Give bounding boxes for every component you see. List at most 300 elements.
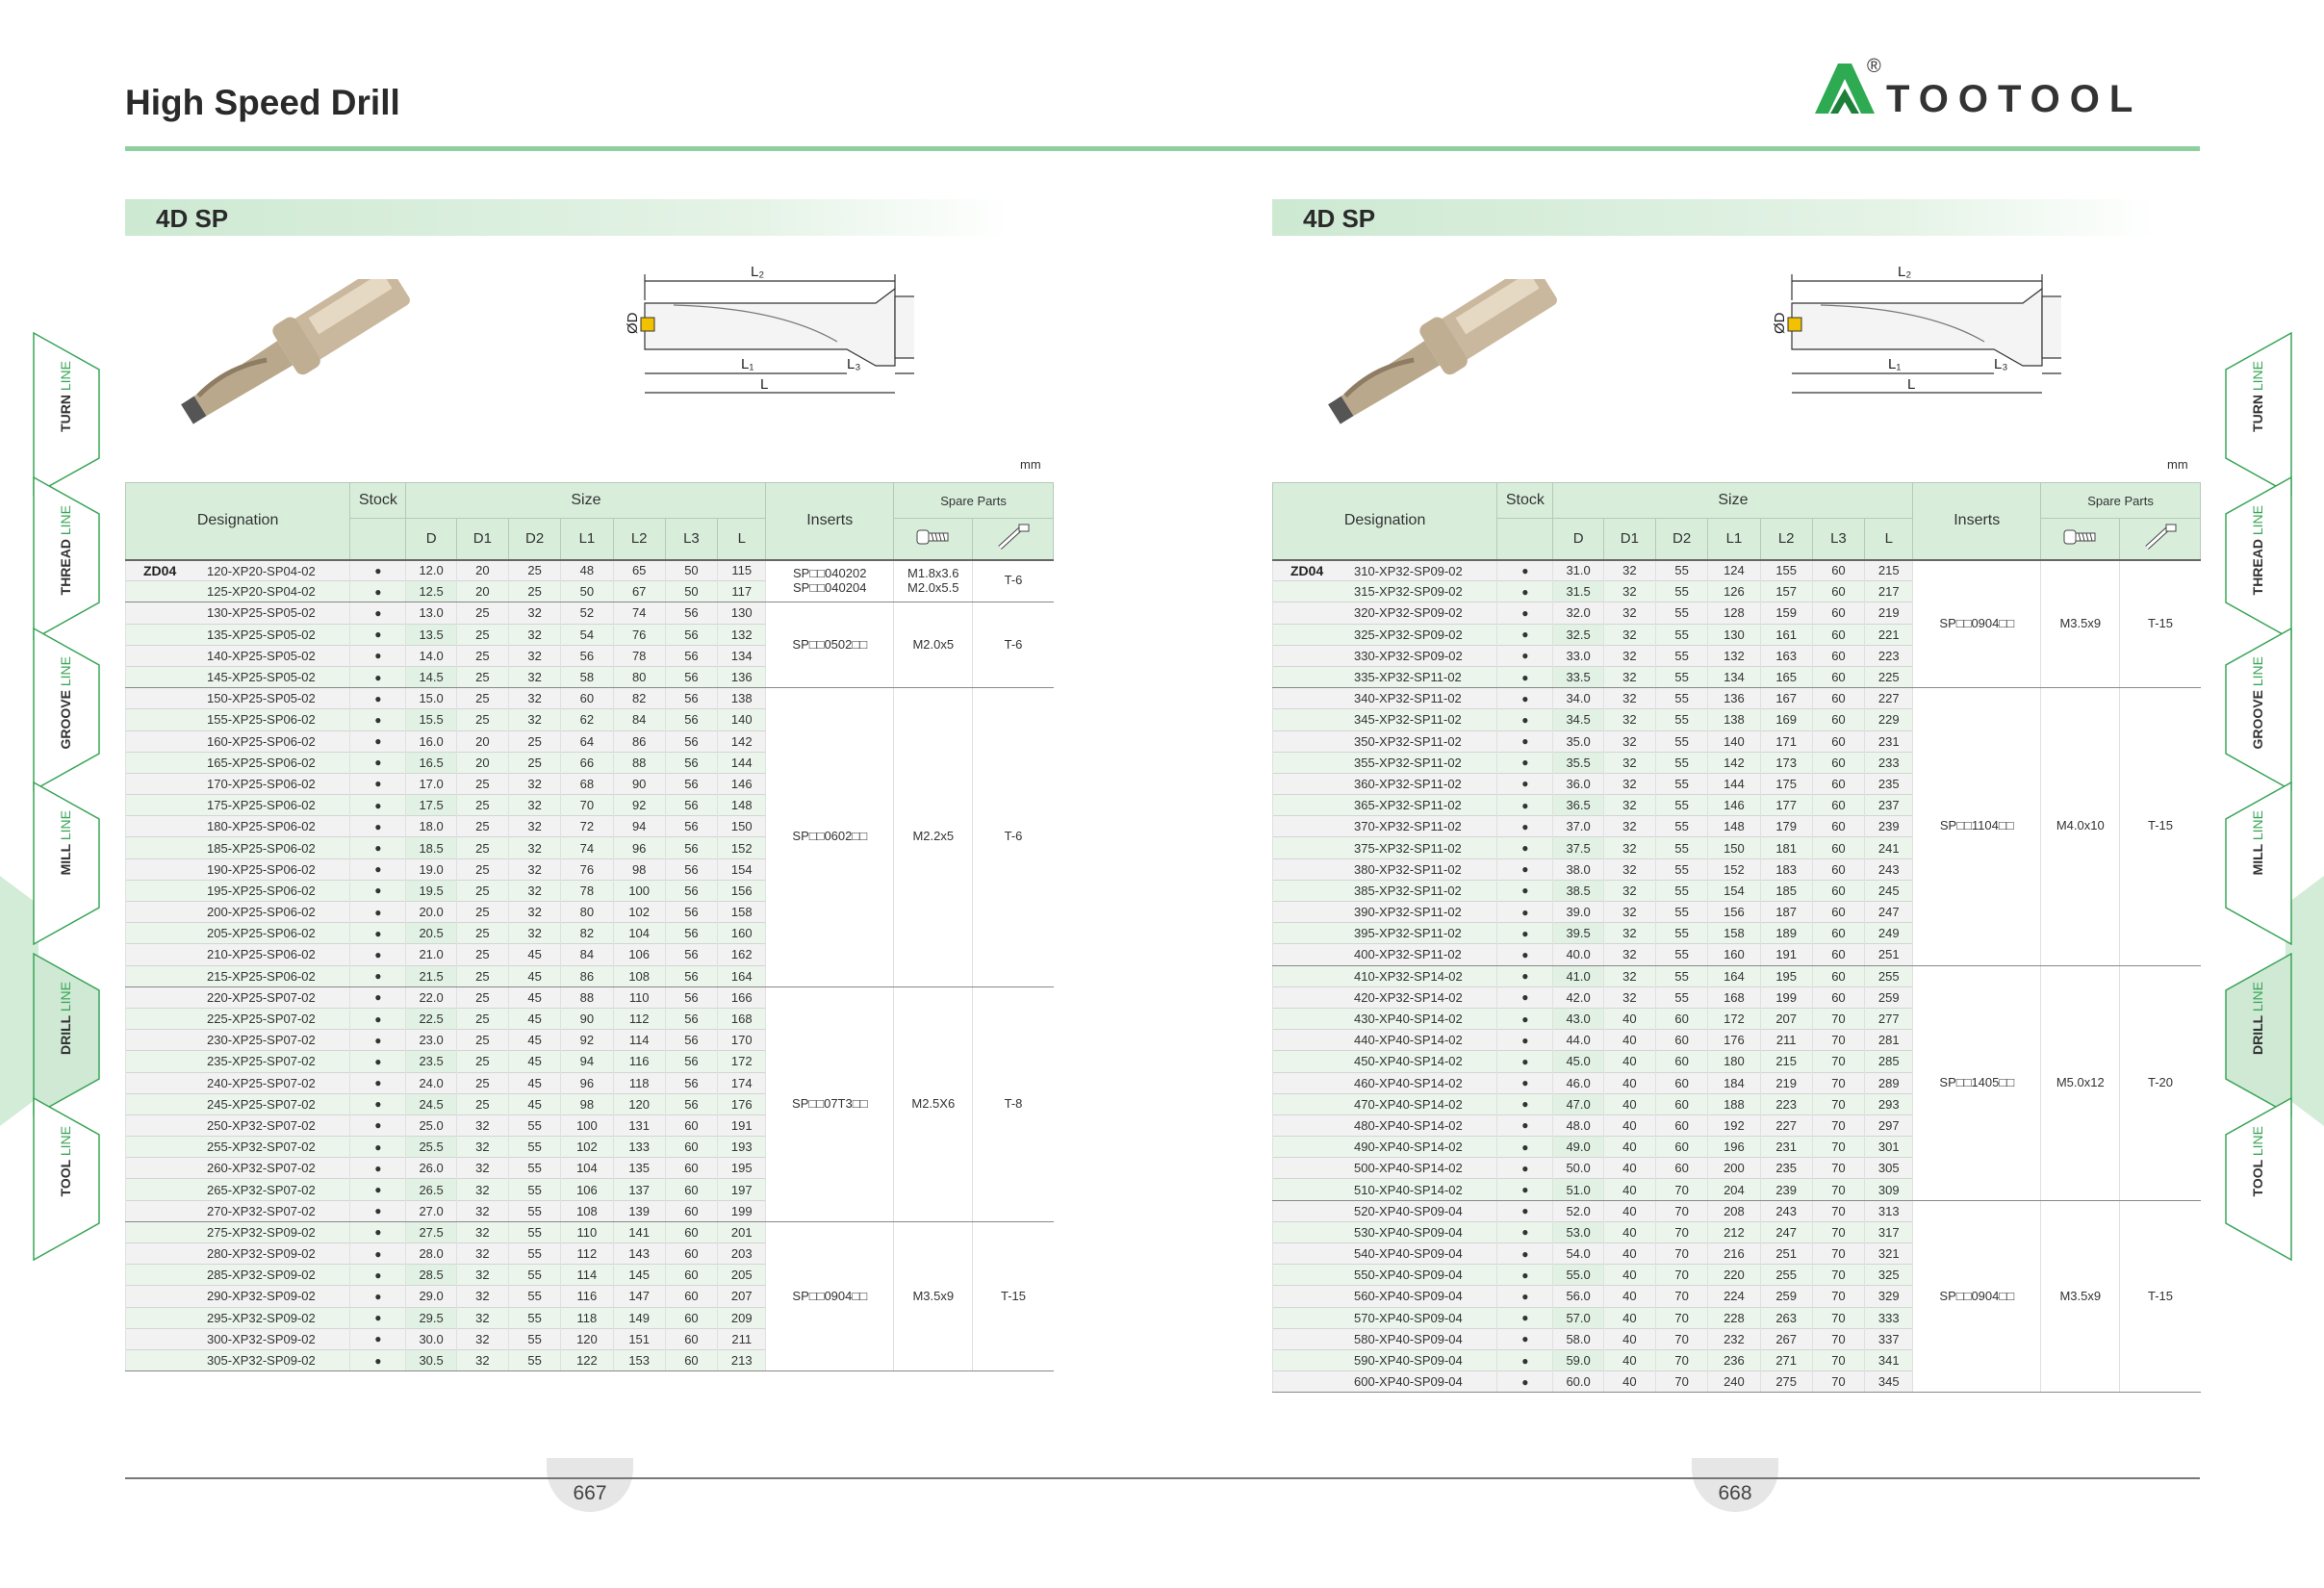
size-cell: 55 bbox=[509, 1114, 561, 1136]
size-cell: 179 bbox=[1760, 816, 1812, 837]
size-cell: 60 bbox=[1812, 688, 1864, 709]
stock-indicator: ● bbox=[350, 1030, 406, 1051]
size-cell: 195 bbox=[1760, 965, 1812, 986]
size-cell: 192 bbox=[1708, 1114, 1760, 1136]
size-cell: 13.5 bbox=[406, 624, 456, 645]
size-cell: 56.0 bbox=[1553, 1286, 1603, 1307]
size-cell: 78 bbox=[561, 880, 613, 901]
svg-text:L₁: L₁ bbox=[741, 356, 754, 372]
designation-cell bbox=[126, 730, 350, 752]
size-cell: 136 bbox=[718, 666, 766, 687]
size-cell: 56 bbox=[665, 1072, 717, 1093]
table-row bbox=[1273, 688, 2201, 709]
size-cell: 112 bbox=[561, 1243, 613, 1265]
designation-cell bbox=[126, 965, 350, 986]
size-cell: 165 bbox=[1760, 666, 1812, 687]
size-cell: 130 bbox=[1708, 624, 1760, 645]
col-D2: D2 bbox=[1656, 519, 1708, 560]
designation-text: 270-XP32-SP07-02 bbox=[207, 1203, 316, 1218]
size-cell: 155 bbox=[1760, 560, 1812, 581]
designation-cell bbox=[1273, 1307, 1497, 1328]
size-cell: 59.0 bbox=[1553, 1349, 1603, 1370]
screw-cell: M2.2x5 bbox=[894, 688, 973, 987]
size-cell: 60 bbox=[665, 1328, 717, 1349]
size-cell: 94 bbox=[613, 816, 665, 837]
size-cell: 55 bbox=[509, 1221, 561, 1242]
svg-text:L₂: L₂ bbox=[751, 264, 765, 280]
size-cell: 188 bbox=[1708, 1093, 1760, 1114]
size-cell: 70 bbox=[1812, 1179, 1864, 1200]
size-cell: 38.5 bbox=[1553, 880, 1603, 901]
size-cell: 197 bbox=[718, 1179, 766, 1200]
size-cell: 55 bbox=[1656, 944, 1708, 965]
designation-cell bbox=[1273, 1328, 1497, 1349]
size-cell: 32 bbox=[456, 1328, 508, 1349]
stock-indicator: ● bbox=[1497, 902, 1553, 923]
designation-cell bbox=[126, 1328, 350, 1349]
designation-cell bbox=[1273, 965, 1497, 986]
size-cell: 60 bbox=[1812, 752, 1864, 773]
stock-indicator: ● bbox=[1497, 1265, 1553, 1286]
size-cell: 46.0 bbox=[1553, 1072, 1603, 1093]
size-cell: 88 bbox=[561, 986, 613, 1008]
designation-cell bbox=[1273, 923, 1497, 944]
size-cell: 40 bbox=[1603, 1286, 1655, 1307]
size-cell: 247 bbox=[1865, 902, 1913, 923]
size-cell: 152 bbox=[718, 837, 766, 858]
size-cell: 134 bbox=[718, 645, 766, 666]
size-cell: 55 bbox=[509, 1158, 561, 1179]
col-inserts: Inserts bbox=[1913, 483, 2041, 560]
size-cell: 18.0 bbox=[406, 816, 456, 837]
size-cell: 56 bbox=[665, 1093, 717, 1114]
size-cell: 55 bbox=[1656, 986, 1708, 1008]
size-cell: 70 bbox=[1812, 1158, 1864, 1179]
size-cell: 195 bbox=[718, 1158, 766, 1179]
size-cell: 32 bbox=[456, 1179, 508, 1200]
size-cell: 70 bbox=[1656, 1221, 1708, 1242]
size-cell: 25.0 bbox=[406, 1114, 456, 1136]
designation-cell bbox=[126, 880, 350, 901]
designation-cell bbox=[126, 1265, 350, 1286]
size-cell: 102 bbox=[613, 902, 665, 923]
designation-cell bbox=[126, 645, 350, 666]
side-tab-drill bbox=[2225, 953, 2292, 1116]
size-cell: 32 bbox=[1603, 602, 1655, 624]
size-cell: 31.5 bbox=[1553, 581, 1603, 602]
col-L1: L1 bbox=[561, 519, 613, 560]
stock-indicator: ● bbox=[1497, 1243, 1553, 1265]
size-cell: 301 bbox=[1865, 1137, 1913, 1158]
designation-text: 245-XP25-SP07-02 bbox=[207, 1096, 316, 1112]
size-cell: 55 bbox=[509, 1265, 561, 1286]
size-cell: 84 bbox=[561, 944, 613, 965]
designation-cell bbox=[1273, 1137, 1497, 1158]
size-cell: 243 bbox=[1760, 1200, 1812, 1221]
insert-cell: SP□□0904□□ bbox=[1913, 560, 2041, 688]
screw-icon bbox=[894, 519, 973, 560]
size-cell: 216 bbox=[1708, 1243, 1760, 1265]
size-cell: 60.0 bbox=[1553, 1371, 1603, 1393]
size-cell: 208 bbox=[1708, 1200, 1760, 1221]
size-cell: 40 bbox=[1603, 1008, 1655, 1029]
designation-text: 150-XP25-SP05-02 bbox=[207, 691, 316, 706]
side-tab-label: TOOL LINE bbox=[58, 1126, 73, 1197]
size-cell: 12.5 bbox=[406, 581, 456, 602]
stock-indicator: ● bbox=[1497, 752, 1553, 773]
insert-cell: SP□□1405□□ bbox=[1913, 965, 2041, 1200]
size-cell: 174 bbox=[718, 1072, 766, 1093]
size-cell: 147 bbox=[613, 1286, 665, 1307]
size-cell: 224 bbox=[1708, 1286, 1760, 1307]
size-cell: 13.0 bbox=[406, 602, 456, 624]
size-cell: 32 bbox=[456, 1114, 508, 1136]
designation-cell bbox=[126, 795, 350, 816]
table-row bbox=[1273, 965, 2201, 986]
size-cell: 32 bbox=[509, 773, 561, 794]
size-cell: 138 bbox=[1708, 709, 1760, 730]
designation-cell bbox=[126, 773, 350, 794]
size-cell: 56 bbox=[665, 666, 717, 687]
size-cell: 55 bbox=[1656, 602, 1708, 624]
size-cell: 32 bbox=[456, 1200, 508, 1221]
designation-text: 175-XP25-SP06-02 bbox=[207, 798, 316, 813]
size-cell: 133 bbox=[613, 1137, 665, 1158]
size-cell: 211 bbox=[1760, 1030, 1812, 1051]
size-cell: 92 bbox=[561, 1030, 613, 1051]
size-cell: 86 bbox=[561, 965, 613, 986]
size-cell: 259 bbox=[1760, 1286, 1812, 1307]
col-inserts: Inserts bbox=[766, 483, 894, 560]
size-cell: 36.5 bbox=[1553, 795, 1603, 816]
size-cell: 14.0 bbox=[406, 645, 456, 666]
key-cell: T-15 bbox=[2120, 1200, 2201, 1393]
key-cell: T-15 bbox=[2120, 688, 2201, 965]
size-cell: 32 bbox=[1603, 624, 1655, 645]
size-cell: 55 bbox=[509, 1179, 561, 1200]
side-tab-label: MILL LINE bbox=[2250, 810, 2265, 876]
insert-cell: SP□□07T3□□ bbox=[766, 986, 894, 1221]
size-cell: 38.0 bbox=[1553, 858, 1603, 880]
size-cell: 160 bbox=[1708, 944, 1760, 965]
size-cell: 25 bbox=[456, 986, 508, 1008]
size-cell: 160 bbox=[718, 923, 766, 944]
size-cell: 32 bbox=[456, 1286, 508, 1307]
size-cell: 175 bbox=[1760, 773, 1812, 794]
size-cell: 48 bbox=[561, 560, 613, 581]
designation-text: 180-XP25-SP06-02 bbox=[207, 819, 316, 834]
size-cell: 203 bbox=[718, 1243, 766, 1265]
side-tab-label: THREAD LINE bbox=[2250, 505, 2265, 596]
side-tab-mill bbox=[2225, 781, 2292, 945]
designation-text: 160-XP25-SP06-02 bbox=[207, 733, 316, 749]
side-tab-mill bbox=[33, 781, 100, 945]
stock-indicator: ● bbox=[1497, 880, 1553, 901]
size-cell: 37.0 bbox=[1553, 816, 1603, 837]
size-cell: 126 bbox=[1708, 581, 1760, 602]
designation-cell bbox=[1273, 858, 1497, 880]
size-cell: 25 bbox=[456, 965, 508, 986]
size-cell: 143 bbox=[613, 1243, 665, 1265]
designation-text: 320-XP32-SP09-02 bbox=[1354, 605, 1463, 621]
size-cell: 20 bbox=[456, 752, 508, 773]
size-cell: 259 bbox=[1865, 986, 1913, 1008]
size-cell: 56 bbox=[665, 1051, 717, 1072]
size-cell: 25 bbox=[456, 688, 508, 709]
size-cell: 39.0 bbox=[1553, 902, 1603, 923]
size-cell: 96 bbox=[613, 837, 665, 858]
size-cell: 52.0 bbox=[1553, 1200, 1603, 1221]
size-cell: 84 bbox=[613, 709, 665, 730]
designation-cell bbox=[126, 752, 350, 773]
spec-table-right bbox=[1272, 482, 2201, 1393]
designation-text: 410-XP32-SP14-02 bbox=[1354, 968, 1463, 984]
size-cell: 142 bbox=[1708, 752, 1760, 773]
designation-text: 140-XP25-SP05-02 bbox=[207, 648, 316, 663]
size-cell: 135 bbox=[613, 1158, 665, 1179]
size-cell: 217 bbox=[1865, 581, 1913, 602]
table-row bbox=[126, 560, 1054, 581]
size-cell: 32 bbox=[1603, 986, 1655, 1008]
designation-cell bbox=[1273, 688, 1497, 709]
col-stock: Stock bbox=[1497, 483, 1553, 519]
size-cell: 60 bbox=[1812, 965, 1864, 986]
designation-cell bbox=[1273, 986, 1497, 1008]
size-cell: 55 bbox=[1656, 666, 1708, 687]
stock-indicator: ● bbox=[350, 1286, 406, 1307]
size-cell: 55 bbox=[509, 1286, 561, 1307]
size-cell: 70 bbox=[1656, 1371, 1708, 1393]
insert-cell: SP□□1104□□ bbox=[1913, 688, 2041, 965]
size-cell: 163 bbox=[1760, 645, 1812, 666]
designation-cell bbox=[126, 1179, 350, 1200]
designation-text: 125-XP20-SP04-02 bbox=[207, 584, 316, 600]
size-cell: 70 bbox=[1656, 1286, 1708, 1307]
designation-cell bbox=[1273, 1349, 1497, 1370]
side-tab-label: DRILL LINE bbox=[58, 982, 73, 1055]
size-cell: 102 bbox=[561, 1137, 613, 1158]
size-cell: 297 bbox=[1865, 1114, 1913, 1136]
insert-cell: SP□□0904□□ bbox=[1913, 1200, 2041, 1393]
size-cell: 60 bbox=[1656, 1158, 1708, 1179]
size-cell: 56 bbox=[665, 880, 717, 901]
designation-cell bbox=[1273, 902, 1497, 923]
side-tab-tool bbox=[33, 1097, 100, 1261]
size-cell: 136 bbox=[1708, 688, 1760, 709]
size-cell: 56 bbox=[665, 837, 717, 858]
col-size: Size bbox=[1553, 483, 1913, 519]
size-cell: 168 bbox=[1708, 986, 1760, 1008]
size-cell: 207 bbox=[718, 1286, 766, 1307]
size-cell: 60 bbox=[665, 1265, 717, 1286]
designation-cell bbox=[1273, 1221, 1497, 1242]
size-cell: 219 bbox=[1865, 602, 1913, 624]
svg-text:L₃: L₃ bbox=[847, 356, 861, 372]
designation-cell bbox=[126, 1158, 350, 1179]
size-cell: 44.0 bbox=[1553, 1030, 1603, 1051]
size-cell: 199 bbox=[718, 1200, 766, 1221]
size-cell: 56 bbox=[665, 1030, 717, 1051]
size-cell: 82 bbox=[561, 923, 613, 944]
designation-cell bbox=[126, 858, 350, 880]
size-cell: 25 bbox=[456, 709, 508, 730]
size-cell: 156 bbox=[1708, 902, 1760, 923]
designation-cell bbox=[1273, 1008, 1497, 1029]
size-cell: 263 bbox=[1760, 1307, 1812, 1328]
size-cell: 76 bbox=[613, 624, 665, 645]
size-cell: 60 bbox=[665, 1158, 717, 1179]
size-cell: 40 bbox=[1603, 1200, 1655, 1221]
screw-cell: M4.0x10 bbox=[2041, 688, 2120, 965]
key-cell: T-6 bbox=[973, 602, 1054, 688]
stock-indicator: ● bbox=[1497, 688, 1553, 709]
size-cell: 86 bbox=[613, 730, 665, 752]
size-cell: 64 bbox=[561, 730, 613, 752]
size-cell: 25 bbox=[456, 837, 508, 858]
size-cell: 32 bbox=[509, 602, 561, 624]
size-cell: 30.5 bbox=[406, 1349, 456, 1370]
designation-text: 580-XP40-SP09-04 bbox=[1354, 1331, 1463, 1346]
size-cell: 72 bbox=[561, 816, 613, 837]
size-cell: 32 bbox=[509, 902, 561, 923]
stock-indicator: ● bbox=[1497, 602, 1553, 624]
size-cell: 137 bbox=[613, 1179, 665, 1200]
size-cell: 245 bbox=[1865, 880, 1913, 901]
drill-photo-right bbox=[1311, 279, 1580, 433]
size-cell: 55 bbox=[509, 1328, 561, 1349]
size-cell: 32 bbox=[456, 1265, 508, 1286]
designation-text: 420-XP32-SP14-02 bbox=[1354, 989, 1463, 1005]
size-cell: 47.0 bbox=[1553, 1093, 1603, 1114]
size-cell: 25 bbox=[456, 602, 508, 624]
stock-indicator: ● bbox=[350, 1307, 406, 1328]
size-cell: 40 bbox=[1603, 1051, 1655, 1072]
size-cell: 60 bbox=[665, 1243, 717, 1265]
size-cell: 221 bbox=[1865, 624, 1913, 645]
screw-cell: M5.0x12 bbox=[2041, 965, 2120, 1200]
size-cell: 60 bbox=[1812, 858, 1864, 880]
designation-cell bbox=[1273, 645, 1497, 666]
key-cell: T-8 bbox=[973, 986, 1054, 1221]
col-stock-blank bbox=[350, 519, 406, 560]
stock-indicator: ● bbox=[350, 709, 406, 730]
designation-text: 195-XP25-SP06-02 bbox=[207, 883, 316, 898]
size-cell: 225 bbox=[1865, 666, 1913, 687]
size-cell: 158 bbox=[718, 902, 766, 923]
size-cell: 277 bbox=[1865, 1008, 1913, 1029]
stock-indicator: ● bbox=[1497, 1030, 1553, 1051]
size-cell: 32 bbox=[1603, 666, 1655, 687]
size-cell: 232 bbox=[1708, 1328, 1760, 1349]
size-cell: 227 bbox=[1760, 1114, 1812, 1136]
screw-cell: M2.0x5 bbox=[894, 602, 973, 688]
size-cell: 55 bbox=[1656, 923, 1708, 944]
size-cell: 104 bbox=[613, 923, 665, 944]
size-cell: 25 bbox=[509, 730, 561, 752]
size-cell: 45 bbox=[509, 944, 561, 965]
size-cell: 22.0 bbox=[406, 986, 456, 1008]
size-cell: 25 bbox=[456, 666, 508, 687]
designation-cell bbox=[1273, 837, 1497, 858]
size-cell: 25 bbox=[456, 1051, 508, 1072]
designation-text: 365-XP32-SP11-02 bbox=[1354, 798, 1462, 813]
stock-indicator: ● bbox=[1497, 816, 1553, 837]
size-cell: 55 bbox=[1656, 709, 1708, 730]
size-cell: 60 bbox=[1656, 1051, 1708, 1072]
torx-key-icon bbox=[973, 519, 1054, 560]
stock-indicator: ● bbox=[350, 1137, 406, 1158]
size-cell: 289 bbox=[1865, 1072, 1913, 1093]
designation-text: 155-XP25-SP06-02 bbox=[207, 712, 316, 728]
stock-indicator: ● bbox=[1497, 837, 1553, 858]
side-tab-thread bbox=[2225, 476, 2292, 640]
size-cell: 33.5 bbox=[1553, 666, 1603, 687]
designation-cell: ZD04 120-XP20-SP04-02 bbox=[126, 560, 350, 581]
designation-cell bbox=[126, 1221, 350, 1242]
size-cell: 150 bbox=[718, 816, 766, 837]
size-cell: 70 bbox=[1656, 1328, 1708, 1349]
size-cell: 223 bbox=[1865, 645, 1913, 666]
side-tab-turn bbox=[33, 332, 100, 496]
size-cell: 173 bbox=[1760, 752, 1812, 773]
designation-text: 225-XP25-SP07-02 bbox=[207, 1012, 316, 1027]
size-cell: 169 bbox=[1760, 709, 1812, 730]
size-cell: 100 bbox=[613, 880, 665, 901]
size-cell: 23.0 bbox=[406, 1030, 456, 1051]
size-cell: 45 bbox=[509, 1051, 561, 1072]
col-D: D bbox=[1553, 519, 1603, 560]
size-cell: 255 bbox=[1865, 965, 1913, 986]
designation-text: 400-XP32-SP11-02 bbox=[1354, 947, 1462, 962]
size-cell: 196 bbox=[1708, 1137, 1760, 1158]
size-cell: 53.0 bbox=[1553, 1221, 1603, 1242]
size-cell: 106 bbox=[613, 944, 665, 965]
size-cell: 32 bbox=[509, 688, 561, 709]
size-cell: 25 bbox=[509, 581, 561, 602]
designation-cell bbox=[1273, 816, 1497, 837]
size-cell: 201 bbox=[718, 1221, 766, 1242]
size-cell: 152 bbox=[1708, 858, 1760, 880]
size-cell: 56 bbox=[665, 709, 717, 730]
insert-cell: SP□□040202 SP□□040204 bbox=[766, 560, 894, 602]
designation-text: 285-XP32-SP09-02 bbox=[207, 1268, 316, 1283]
designation-text: 145-XP25-SP05-02 bbox=[207, 670, 316, 685]
size-cell: 209 bbox=[718, 1307, 766, 1328]
size-cell: 32.5 bbox=[1553, 624, 1603, 645]
size-cell: 25 bbox=[456, 773, 508, 794]
designation-text: 360-XP32-SP11-02 bbox=[1354, 776, 1462, 791]
side-tab-label: TURN LINE bbox=[58, 361, 73, 432]
stock-indicator: ● bbox=[350, 624, 406, 645]
size-cell: 271 bbox=[1760, 1349, 1812, 1370]
designation-text: 550-XP40-SP09-04 bbox=[1354, 1268, 1463, 1283]
size-cell: 114 bbox=[561, 1265, 613, 1286]
size-cell: 20.0 bbox=[406, 902, 456, 923]
stock-indicator: ● bbox=[1497, 1286, 1553, 1307]
designation-cell bbox=[1273, 1030, 1497, 1051]
size-cell: 134 bbox=[1708, 666, 1760, 687]
size-cell: 62 bbox=[561, 709, 613, 730]
size-cell: 32 bbox=[509, 709, 561, 730]
designation-text: 395-XP32-SP11-02 bbox=[1354, 926, 1462, 941]
size-cell: 51.0 bbox=[1553, 1179, 1603, 1200]
size-cell: 124 bbox=[1708, 560, 1760, 581]
size-cell: 60 bbox=[1812, 560, 1864, 581]
table-row bbox=[126, 1221, 1054, 1242]
size-cell: 15.0 bbox=[406, 688, 456, 709]
size-cell: 60 bbox=[1812, 986, 1864, 1008]
section-heading-right: 4D SP bbox=[1272, 199, 2158, 236]
